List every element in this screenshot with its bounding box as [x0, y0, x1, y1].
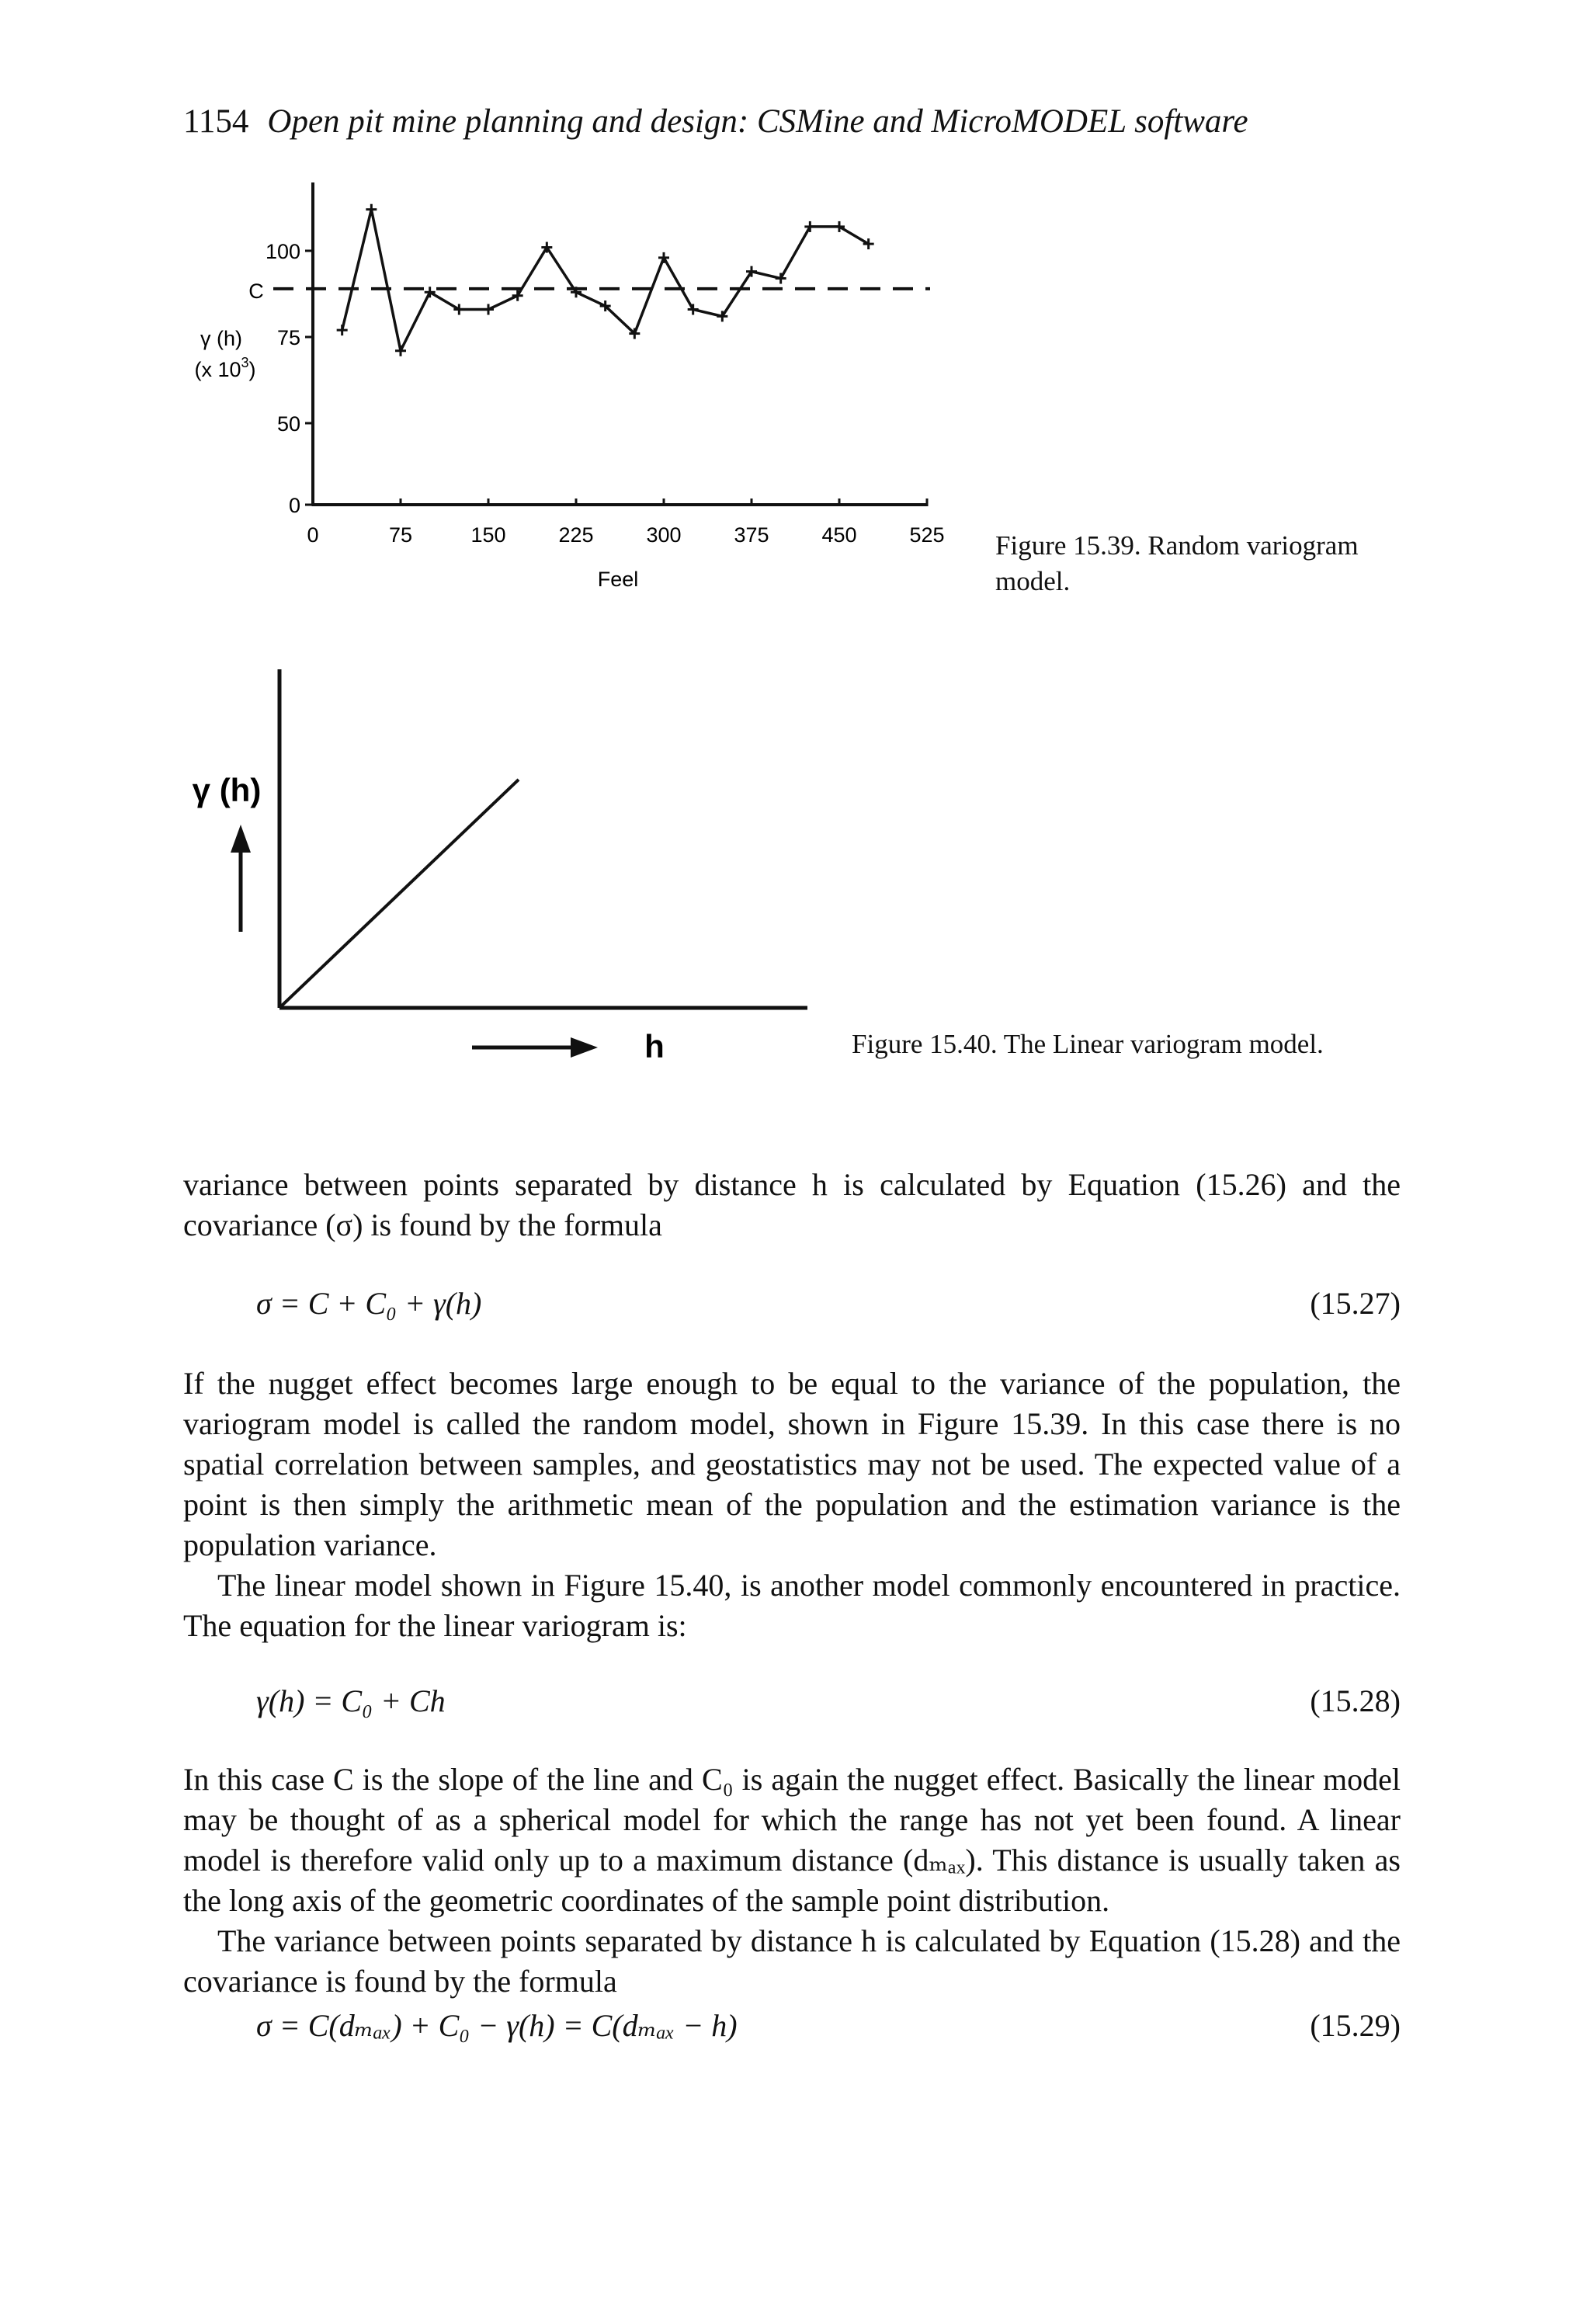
running-title: Open pit mine planning and design: CSMine and MicroMODEL software — [267, 103, 1248, 140]
x-tick-label: 525 — [909, 523, 945, 547]
y-axis-label-line2: (x $10^3$) — [194, 355, 256, 381]
x-tick-label: 450 — [821, 523, 857, 547]
equation-15-29 — [256, 2007, 1401, 2044]
x-tick-label: 75 — [388, 523, 413, 547]
data-point — [688, 304, 699, 314]
paragraph-1: variance between points separated by distance h is calculated by Equation (15.26) and the covariance (σ) is found by the formula — [183, 1167, 1401, 1242]
y-tick-label: 50 — [276, 412, 300, 436]
data-point — [658, 252, 669, 263]
figure-15-39-caption: Figure 15.39. Random variogram model. — [995, 530, 1359, 596]
equation-text: γ(h) = C₀ + Ch — [256, 1683, 446, 1718]
data-point — [483, 304, 494, 314]
data-point — [804, 221, 815, 232]
page-number: 1154 — [183, 103, 249, 140]
equation-15-27 — [256, 1285, 1401, 1322]
x-tick-label: 225 — [558, 523, 594, 547]
data-point — [366, 204, 377, 215]
equation-number: (15.29) — [1310, 2008, 1401, 2043]
up-arrow-icon — [231, 825, 251, 932]
paragraph-2: If the nugget effect becomes large enough to be equal to the variance of the population, the variogram model is called the random model, shown in Figure 15.39. In this case there is no spatial correlation between samples, and geostatistics may not be used. The expected value of a point is then simply the arithmetic mean of the population and the estimation variance is the population variance. The linear model shown in Figure 15.40, is another model commonly encountered in practice. The equation for the linear variogram is: — [183, 1363, 1401, 1646]
y-tick-label: 100 — [265, 240, 300, 263]
equation-number: (15.28) — [1310, 1683, 1401, 1718]
y-tick-label: 0 — [288, 494, 300, 517]
x-tick-label: 0 — [307, 523, 319, 547]
equation-text: σ = C + C₀ + γ(h) — [256, 1286, 482, 1321]
x-axis-label: Feel — [597, 568, 639, 591]
paragraph-5: The variance between points separated by distance h is calculated by Equation (15.28) and the covariance is found by the formula — [183, 1923, 1401, 1999]
y-tick-label: 75 — [276, 326, 300, 349]
data-point — [337, 325, 348, 335]
paragraph-4: In this case C is the slope of the line and C₀ is again the nugget effect. Basically the linear model may be thought of as a spherical model for which the range has not yet been found. A linear model is therefore valid only up to a maximum distance (dₘₐₓ). This distance is usually taken as the long axis of the geometric coordinates of the sample point distribution. The variance between points separated by distance h is calculated by Equation (15.28) and the covariance is found by the formula — [183, 1760, 1401, 2002]
linear-model-line — [281, 780, 519, 1006]
right-arrow-icon — [472, 1037, 598, 1058]
equation-text: σ = C(dₘₐₓ) + C₀ − γ(h) = C(dₘₐₓ − h) — [256, 2008, 738, 2043]
y-axis-label-line1: γ (h) — [200, 327, 242, 350]
linear-variogram-chart — [0, 652, 1590, 1087]
sill-label: C — [248, 280, 264, 303]
equation-number: (15.27) — [1310, 1286, 1401, 1321]
y-axis-label: γ (h) — [192, 772, 262, 808]
data-point — [776, 273, 786, 284]
x-tick-label: 300 — [646, 523, 682, 547]
x-axis-label: h — [644, 1028, 665, 1065]
variogram-series-line — [342, 210, 869, 351]
equation-15-28 — [256, 1683, 1401, 1719]
x-tick-label: 150 — [470, 523, 506, 547]
x-tick-label: 375 — [734, 523, 769, 547]
figure-15-40-caption: Figure 15.40. The Linear variogram model. — [852, 1029, 1324, 1059]
data-point — [395, 346, 406, 356]
paragraph-3: The linear model shown in Figure 15.40, is another model commonly encountered in practice. The equation for the linear variogram is: — [183, 1568, 1401, 1643]
